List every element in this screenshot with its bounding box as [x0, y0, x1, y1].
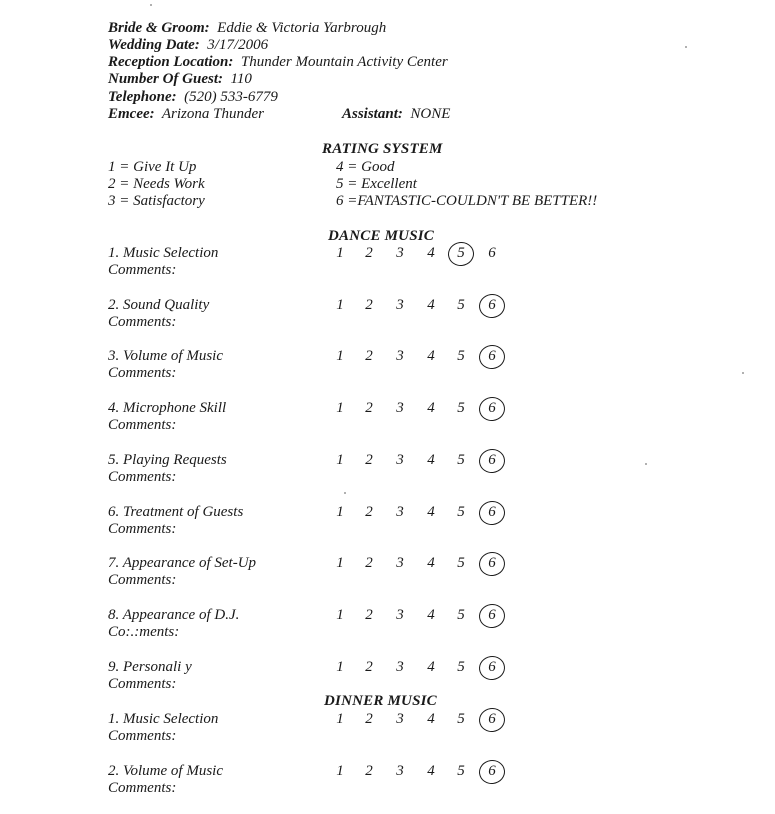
scale-number: 6: [488, 555, 496, 571]
telephone-value: (520) 533-6779: [184, 89, 278, 105]
comments-label: Comments:: [108, 365, 177, 381]
reception-location-label: Reception Location:: [108, 54, 234, 70]
comments-label: Comments:: [108, 469, 177, 485]
scale-number: 5: [457, 763, 465, 779]
scale-number: 4: [427, 763, 435, 779]
scale-number: 6: [488, 400, 496, 416]
scale-number: 3: [396, 452, 404, 468]
rating-legend-2: 2 = Needs Work: [108, 176, 205, 192]
bride-groom-value: Eddie & Victoria Yarbrough: [217, 20, 387, 36]
number-of-guest-line: [108, 71, 252, 88]
scale-number: 3: [396, 504, 404, 520]
comments-label: Comments:: [108, 780, 177, 796]
selected-rating-circle: [477, 499, 506, 526]
scale-number: 6: [488, 659, 496, 675]
scale-number: 2: [365, 711, 373, 727]
scale-number: 2: [365, 659, 373, 675]
selected-rating-circle: [477, 292, 506, 319]
selected-rating-circle: [477, 343, 506, 370]
scale-number: 1: [336, 348, 344, 364]
scale-number: 2: [365, 452, 373, 468]
comments-label: Comments:: [108, 521, 177, 537]
scan-speck: [742, 372, 744, 374]
scale-number: 3: [396, 659, 404, 675]
scale-number: 6: [488, 711, 496, 727]
comments-label: Comments:: [108, 676, 177, 692]
emcee-line: [108, 106, 264, 123]
comments-label: Co:.:ments:: [108, 624, 180, 640]
criterion-label: 7. Appearance of Set-Up: [108, 555, 257, 571]
selected-rating-circle: [477, 447, 506, 474]
criterion-label: 2. Sound Quality: [108, 297, 210, 313]
assistant-label: Assistant:: [342, 106, 403, 122]
criterion-label: 6. Treatment of Guests: [108, 504, 244, 520]
emcee-value: Arizona Thunder: [161, 106, 264, 122]
criterion-label: 5. Playing Requests: [108, 452, 227, 468]
scale-number: 5: [457, 555, 465, 571]
scale-number: 2: [365, 763, 373, 779]
scale-number: 3: [396, 763, 404, 779]
scale-number: 3: [396, 607, 404, 623]
dance-music-title: DANCE MUSIC: [328, 228, 434, 244]
scale-number: 2: [365, 400, 373, 416]
scale-number: 5: [457, 452, 465, 468]
scale-number: 3: [396, 348, 404, 364]
rating-legend-4: 4 = Good: [336, 159, 395, 175]
scale-number: 1: [336, 711, 344, 727]
scale-number: 5: [457, 607, 465, 623]
selected-rating-circle: [477, 654, 506, 681]
assistant-value: NONE: [410, 106, 451, 122]
comments-label: Comments:: [108, 572, 177, 588]
number-of-guest-value: 110: [230, 71, 252, 87]
scale-number: 1: [336, 504, 344, 520]
scale-number: 1: [336, 763, 344, 779]
scale-number: 1: [336, 452, 344, 468]
scale-number: 1: [336, 297, 344, 313]
scan-speck: [150, 4, 152, 6]
criterion-label: 2. Volume of Music: [108, 763, 223, 779]
selected-rating-circle: [477, 758, 506, 785]
scale-number: 1: [336, 607, 344, 623]
wedding-date-line: [108, 37, 268, 54]
criterion-label: 1. Music Selection: [108, 245, 219, 261]
scale-number: 4: [427, 659, 435, 675]
wedding-date-label: Wedding Date:: [108, 37, 200, 53]
selected-rating-circle: [477, 602, 506, 629]
scale-number: 3: [396, 711, 404, 727]
scale-number: 4: [427, 504, 435, 520]
scale-number: 5: [457, 711, 465, 727]
reception-location-value: Thunder Mountain Activity Center: [240, 54, 448, 70]
wedding-date-value: 3/17/2006: [207, 37, 269, 53]
scale-number: 2: [365, 297, 373, 313]
scale-number: 4: [427, 711, 435, 727]
rating-system-title: RATING SYSTEM: [322, 141, 443, 157]
comments-label: Comments:: [108, 417, 177, 433]
selected-rating-circle: [446, 240, 475, 267]
bride-groom-label: Bride & Groom:: [108, 20, 210, 36]
scale-number: 1: [336, 400, 344, 416]
number-of-guest-label: Number Of Guest:: [108, 71, 223, 87]
scale-number: 4: [427, 555, 435, 571]
scale-number: 5: [457, 504, 465, 520]
scale-number: 3: [396, 555, 404, 571]
scale-number: 4: [427, 400, 435, 416]
criterion-label: 1. Music Selection: [108, 711, 219, 727]
comments-label: Comments:: [108, 262, 177, 278]
scale-number: 6: [488, 297, 496, 313]
telephone-label: Telephone:: [108, 89, 177, 105]
selected-rating-circle: [477, 706, 506, 733]
bride-groom-line: [108, 20, 386, 37]
rating-legend-1: 1 = Give It Up: [108, 159, 197, 175]
scale-number: 6: [488, 348, 496, 364]
criterion-label: 8. Appearance of D.J.: [108, 607, 240, 623]
scan-speck: [685, 46, 687, 48]
rating-legend-5: 5 = Excellent: [336, 176, 417, 192]
scale-number: 2: [365, 245, 373, 261]
scale-number: 4: [427, 245, 435, 261]
scale-number: 2: [365, 607, 373, 623]
scale-number: 3: [396, 400, 404, 416]
scale-number: 5: [457, 348, 465, 364]
dinner-music-title: DINNER MUSIC: [324, 693, 437, 709]
scale-number: 5: [457, 400, 465, 416]
scale-number: 3: [396, 297, 404, 313]
scale-number: 1: [336, 659, 344, 675]
scale-number: 1: [336, 555, 344, 571]
rating-legend-6: 6 =FANTASTIC-COULDN'T BE BETTER!!: [336, 193, 598, 209]
scan-speck: [344, 492, 346, 494]
scale-number: 5: [457, 297, 465, 313]
scale-number: 6: [488, 607, 496, 623]
selected-rating-circle: [477, 550, 506, 577]
comments-label: Comments:: [108, 314, 177, 330]
scale-number: 6: [488, 504, 496, 520]
reception-location-line: [108, 54, 448, 71]
scale-number: 1: [336, 245, 344, 261]
scan-speck: [645, 463, 647, 465]
scale-number: 2: [365, 555, 373, 571]
scale-number: 6: [488, 763, 496, 779]
scale-number: 4: [427, 297, 435, 313]
scale-number: 6: [488, 245, 496, 261]
scale-number: 4: [427, 348, 435, 364]
scale-number: 4: [427, 452, 435, 468]
criterion-label: 3. Volume of Music: [108, 348, 223, 364]
rating-legend-3: 3 = Satisfactory: [108, 193, 205, 209]
scale-number: 2: [365, 348, 373, 364]
scale-number: 3: [396, 245, 404, 261]
scale-number: 4: [427, 607, 435, 623]
scale-number: 6: [488, 452, 496, 468]
comments-label: Comments:: [108, 728, 177, 744]
assistant-line: [342, 106, 450, 123]
telephone-line: [108, 89, 278, 106]
selected-rating-circle: [477, 395, 506, 422]
scale-number: 5: [457, 659, 465, 675]
scale-number: 2: [365, 504, 373, 520]
criterion-label: 4. Microphone Skill: [108, 400, 227, 416]
criterion-label: 9. Personali y: [108, 659, 192, 675]
scale-number: 5: [457, 245, 465, 261]
emcee-label: Emcee:: [108, 106, 155, 122]
